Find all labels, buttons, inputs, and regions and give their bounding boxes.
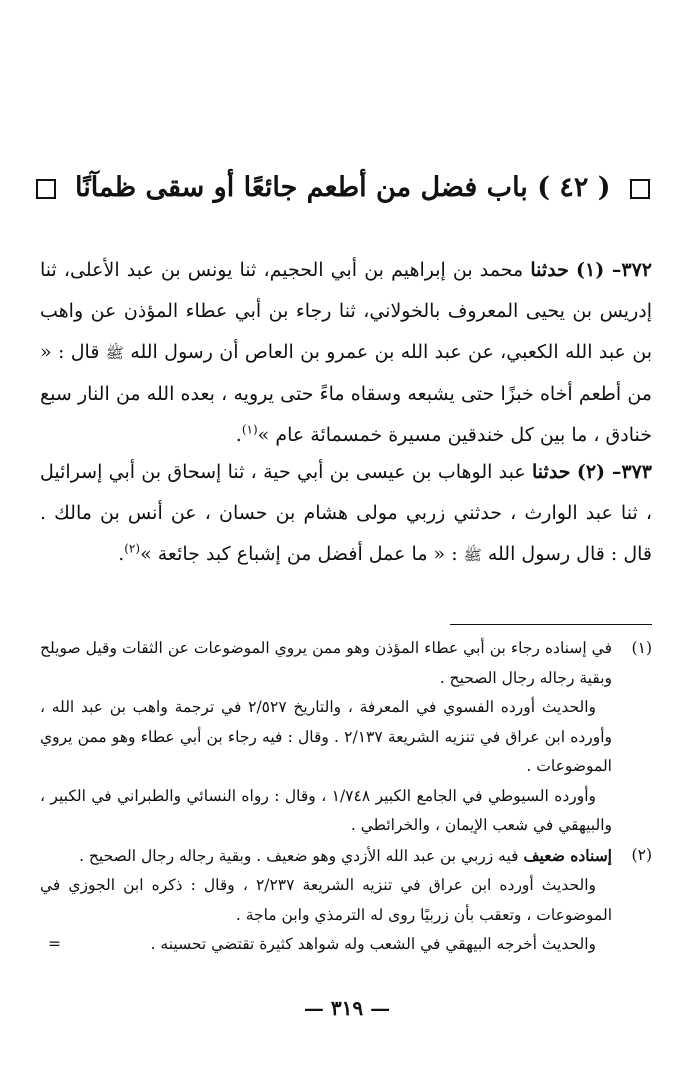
- square-ornament-icon: [36, 179, 56, 199]
- page-number: — ٣١٩ —: [303, 996, 391, 1020]
- footnote-paragraph: في إسناده رجاء بن أبي عطاء المؤذن وهو ممن يروي الموضوعات عن الثقات وقيل صويلح وبقية رجاله رجال الصحيح .: [40, 639, 612, 687]
- hadith-matn-text: : « ما عمل أفضل من إشباع كبد جائعة »: [140, 543, 458, 565]
- hadith-isnad-text: عبد الوهاب بن عيسى بن أبي حية ، ثنا إسحاق بن أبي إسرائيل ، ثنا عبد الوارث ، حدثني زربي مولى هشام بن حسان ، عن أنس بن مالك . قال : قال رسول الله: [40, 461, 652, 565]
- footnote-text: فيه زربي بن عبد الله الأزدي وهو ضعيف . وبقية رجاله رجال الصحيح .: [79, 846, 519, 865]
- hadith-matn-text: قال : « من أطعم أخاه خبزًا حتى يشبعه وسقاه ماءً حتى يرويه ، بعده الله من النار سبع خنادق ، ما بين كل خندقين مسيرة خمسمائة عام »: [40, 341, 652, 446]
- hadith-372: [40, 250, 652, 456]
- continuation-mark: =: [48, 935, 61, 953]
- chapter-heading: [75, 172, 660, 203]
- salla-glyph: ﷺ: [463, 546, 482, 564]
- footnote-separator: [450, 624, 652, 625]
- footnote-number: (١): [631, 639, 652, 657]
- footnote-text: والحديث أخرجه البيهقي في الشعب وله شواهد كثيرة تقتضي تحسينه .: [150, 935, 596, 953]
- footnote-number: (٢): [631, 845, 652, 864]
- footnotes: [40, 634, 652, 960]
- footnote-paragraph: والحديث أورده ابن عراق في تنزيه الشريعة ٢/٢٣٧ ، وقال : ذكره ابن الجوزي في الموضوعات ، وتعقب بأن زربيًا روى له الترمذي وابن ماجة .: [40, 876, 612, 924]
- hadith-isnad-text: محمد بن إبراهيم بن أبي الحجيم، ثنا يونس بن عبد الأعلى، ثنا إدريس بن يحيى المعروف بالخولاني، ثنا رجاء بن أبي عطاء المؤذن عن واهب بن عبد الله الكعبي، عن عبد الله بن عمرو بن العاص أن رسول الله: [40, 259, 653, 363]
- footnote-lead: إسناده ضعيف: [523, 845, 612, 865]
- hadith-number: ٣٧٢– (١): [575, 259, 652, 281]
- footnote-paragraph: والحديث أورده الفسوي في المعرفة ، والتاريخ ٢/٥٢٧ في ترجمة واهب بن عبد الله ، وأورده ابن عراق في تنزيه الشريعة ٢/١٣٧ . وقال : فيه رجاء بن أبي عطاء وهو ممن يروي الموضوعات .: [40, 698, 612, 775]
- footnote-paragraph: [40, 930, 612, 960]
- hadathana-word: حدثنا: [532, 461, 571, 483]
- period: .: [235, 424, 242, 446]
- footnote-ref: (١): [241, 422, 258, 437]
- hadith-373: [40, 452, 652, 576]
- footnote-paragraph: [40, 841, 612, 872]
- footnote-1: [40, 634, 652, 841]
- period: .: [118, 543, 125, 565]
- hadith-number: ٣٧٣– (٢): [576, 461, 653, 483]
- footnote-ref: (٢): [124, 541, 141, 556]
- chapter-title-text: ( ٤٢ ) باب فضل من أطعم جائعًا أو سقى ظمآنًا: [75, 172, 611, 203]
- footnote-paragraph: وأورده السيوطي في الجامع الكبير ١/٧٤٨ ، وقال : رواه النسائي والطبراني في الكبير ، والبيهقي في شعب الإيمان ، والخرائطي .: [40, 786, 612, 834]
- square-ornament-icon: [630, 179, 650, 199]
- footnote-2: [40, 841, 652, 960]
- salla-glyph: ﷺ: [105, 344, 124, 362]
- hadathana-word: حدثنا: [530, 259, 569, 281]
